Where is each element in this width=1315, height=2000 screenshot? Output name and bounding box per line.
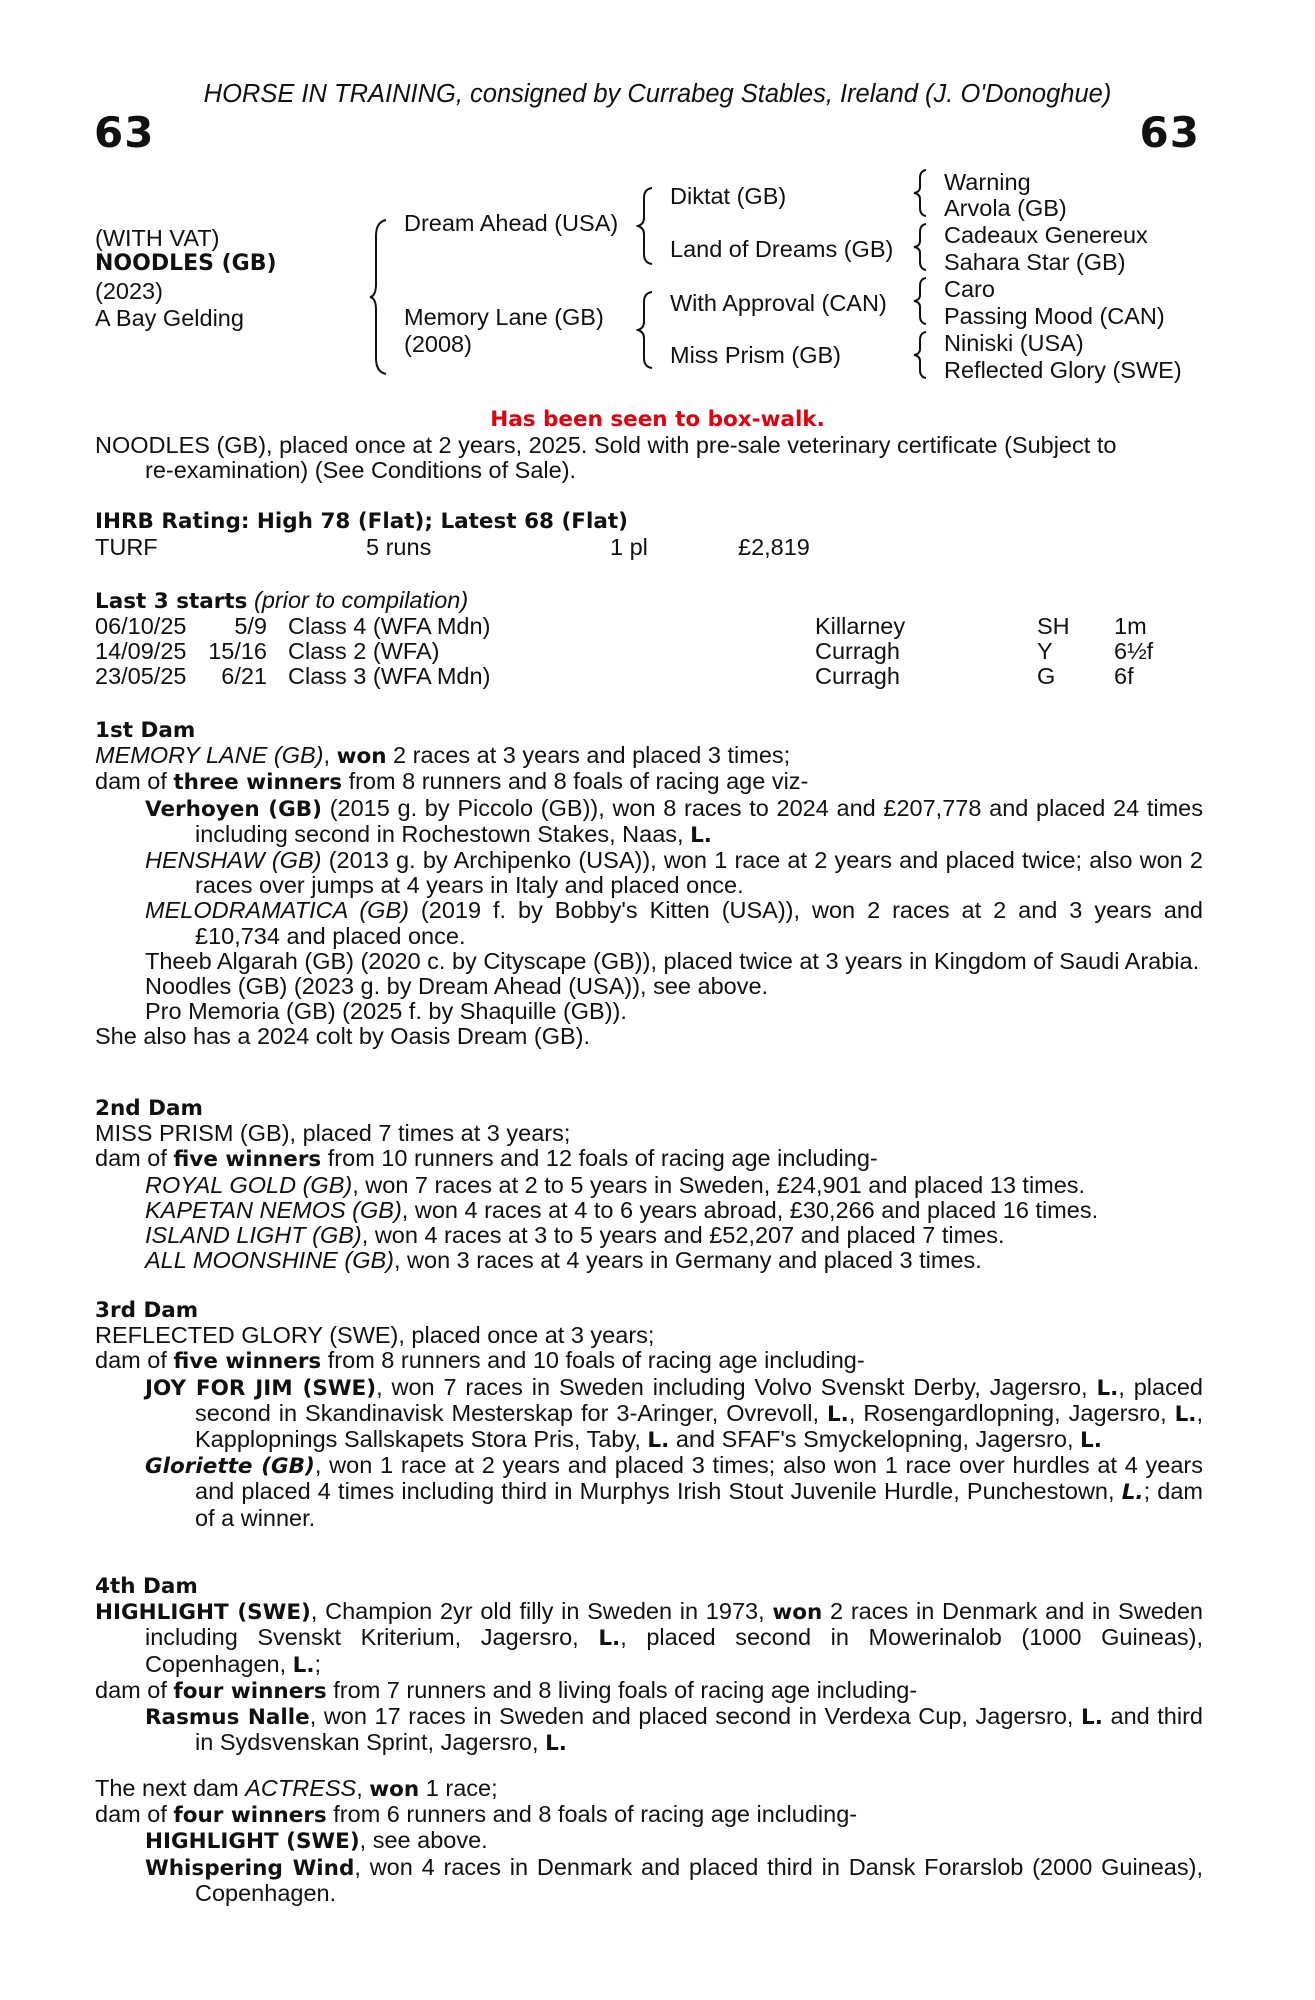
- offspring-name: HENSHAW (GB): [145, 847, 322, 874]
- start-going: SH: [1037, 613, 1070, 639]
- list-item: KAPETAN NEMOS (GB), won 4 races at 4 to 6 years abroad, £30,266 and placed 16 times.: [145, 1196, 1099, 1223]
- offspring-name: Rasmus Nalle: [145, 1705, 310, 1731]
- summary-line-2: re-examination) (See Conditions of Sale).: [145, 457, 577, 484]
- section-heading: 1st Dam: [95, 718, 196, 743]
- dam-name: MEMORY LANE (GB): [95, 742, 324, 769]
- dam-name: HIGHLIGHT (SWE): [95, 1600, 311, 1626]
- start-race: Class 3 (WFA Mdn): [288, 663, 491, 689]
- dam-produce-summary: dam of three winners from 8 runners and 8 foals of racing age viz-: [95, 768, 809, 796]
- lot-number-left: 63: [94, 108, 155, 157]
- offspring-name: Pro Memoria (GB): [145, 998, 336, 1025]
- offspring-name: ROYAL GOLD (GB): [145, 1171, 353, 1198]
- dam-produce-summary: dam of four winners from 7 runners and 8 living foals of racing age including-: [95, 1676, 918, 1704]
- start-course: Curragh: [815, 638, 900, 664]
- start-date: 23/05/25: [95, 663, 187, 689]
- pedigree-dam: Memory Lane (GB): [404, 304, 604, 330]
- pedigree-brace-g3-4: [912, 330, 930, 380]
- dam-record: MEMORY LANE (GB), won 2 races at 3 years and placed 3 times;: [95, 742, 791, 770]
- offspring-name: Whispering Wind: [145, 1855, 355, 1881]
- list-item: Whispering Wind, won 4 races in Denmark and placed third in Dansk Forarslob (2000 Guineas), Copenhagen.: [145, 1853, 1203, 1906]
- pedigree-g3-ancestor: Sahara Star (GB): [944, 249, 1126, 275]
- list-item: HENSHAW (GB) (2013 g. by Archipenko (USA)), won 1 race at 2 years and placed twice; also won 2 races over jumps at 4 years in Italy and placed once.: [145, 847, 1203, 899]
- start-date: 14/09/25: [95, 638, 187, 664]
- pedigree-dam-sire: With Approval (CAN): [670, 290, 887, 316]
- dam-name: ACTRESS: [245, 1775, 357, 1801]
- offspring-name: JOY FOR JIM (SWE): [145, 1375, 377, 1401]
- last-starts-heading: Last 3 starts (prior to compilation): [95, 587, 469, 614]
- dam-record: REFLECTED GLORY (SWE), placed once at 3 years;: [95, 1322, 655, 1349]
- summary-line-1: NOODLES (GB), placed once at 2 years, 2025. Sold with pre-sale veterinary certificate (Subject to: [95, 432, 1117, 458]
- record-placed: 1 pl: [610, 534, 648, 560]
- offspring-name: Gloriette (GB): [145, 1454, 315, 1480]
- first-dam-section: [95, 718, 1203, 1050]
- start-race: Class 4 (WFA Mdn): [288, 613, 491, 639]
- list-item: ISLAND LIGHT (GB), won 4 races at 3 to 5 years and £52,207 and placed 7 times.: [145, 1222, 1005, 1249]
- start-position: 15/16: [208, 638, 267, 664]
- pedigree-brace-sire: [636, 186, 656, 266]
- pedigree-brace-g3-1: [912, 168, 930, 218]
- pedigree-sire-sire: Diktat (GB): [670, 183, 787, 209]
- list-item: MELODRAMATICA (GB) (2019 f. by Bobby's Kitten (USA)), won 2 races at 2 and 3 years and £10,734 and placed once.: [145, 897, 1203, 949]
- offspring-name: HIGHLIGHT (SWE): [145, 1829, 360, 1855]
- offspring-name: ALL MOONSHINE (GB): [145, 1247, 394, 1274]
- pedigree-g3-ancestor: Reflected Glory (SWE): [944, 357, 1182, 383]
- horse-year: (2023): [95, 278, 163, 304]
- list-item: Gloriette (GB), won 1 race at 2 years and placed 3 times; also won 1 race over hurdles at 4 years and placed 4 times including third in Murphys Irish Stout Juvenile Hurdle, Punchestown, L.; dam of a winner.: [145, 1452, 1203, 1531]
- vat-label: (WITH VAT): [95, 225, 220, 251]
- dam-record: MISS PRISM (GB), placed 7 times at 3 years;: [95, 1120, 571, 1147]
- list-item: Pro Memoria (GB) (2025 f. by Shaquille (GB)).: [145, 998, 627, 1025]
- offspring-name: Noodles (GB): [145, 973, 288, 1000]
- offspring-name: Verhoyen (GB): [145, 796, 322, 822]
- pedigree-g3-ancestor: Caro: [944, 276, 995, 302]
- horse-name: NOODLES (GB): [95, 251, 277, 276]
- pedigree-g3-ancestor: Passing Mood (CAN): [944, 303, 1165, 329]
- race-summary: [95, 433, 1203, 483]
- pedigree-g3-ancestor: Cadeaux Genereux: [944, 222, 1148, 248]
- list-item: ALL MOONSHINE (GB), won 3 races at 4 years in Germany and placed 3 times.: [145, 1247, 982, 1274]
- pedigree-brace-dam: [636, 290, 656, 370]
- pedigree-brace-g3-3: [912, 276, 930, 326]
- dam-produce-summary: dam of four winners from 6 runners and 8 foals of racing age including-: [95, 1801, 858, 1829]
- pedigree-g3-ancestor: Arvola (GB): [944, 195, 1067, 221]
- dam-record: The next dam ACTRESS, won 1 race;: [95, 1775, 498, 1802]
- record-earnings: £2,819: [738, 534, 810, 560]
- horse-description: A Bay Gelding: [95, 305, 244, 331]
- start-date: 06/10/25: [95, 613, 187, 639]
- dam-record: HIGHLIGHT (SWE), Champion 2yr old filly in Sweden in 1973, won 2 races in Denmark and in Sweden including Svenskt Kriterium, Jagersro, L., placed second in Mowerinalob (1000 Guineas), Copenhagen, L.;: [95, 1598, 1204, 1678]
- section-heading: 2nd Dam: [95, 1096, 203, 1121]
- start-position: 6/21: [221, 663, 267, 689]
- start-race: Class 2 (WFA): [288, 638, 440, 664]
- section-heading: 3rd Dam: [95, 1298, 199, 1323]
- pedigree-g3-ancestor: Niniski (USA): [944, 330, 1084, 356]
- start-course: Killarney: [815, 613, 906, 639]
- box-walk-warning: Has been seen to box-walk.: [490, 407, 825, 432]
- start-distance: 6f: [1114, 663, 1134, 689]
- section-heading: 4th Dam: [95, 1574, 198, 1599]
- offspring-name: MELODRAMATICA (GB): [145, 897, 409, 924]
- start-going: Y: [1037, 638, 1053, 664]
- start-course: Curragh: [815, 663, 900, 689]
- offspring-name: Theeb Algarah (GB): [145, 947, 354, 974]
- fourth-dam-section: [95, 1574, 1203, 1756]
- dam-produce-summary: dam of five winners from 8 runners and 10 foals of racing age including-: [95, 1347, 865, 1375]
- list-item: Rasmus Nalle, won 17 races in Sweden and placed second in Verdexa Cup, Jagersro, L. and third in Sydsvenskan Sprint, Jagersro, L.: [145, 1703, 1203, 1757]
- next-dam-section: [95, 1776, 1203, 1906]
- list-item: HIGHLIGHT (SWE), see above.: [145, 1827, 488, 1855]
- list-item: Verhoyen (GB) (2015 g. by Piccolo (GB)), won 8 races to 2024 and £207,778 and placed 24 times including second in Rochestown Stakes, Naas, L.: [145, 794, 1203, 848]
- pedigree-dam-dam: Miss Prism (GB): [670, 342, 842, 368]
- third-dam-section: [95, 1298, 1203, 1531]
- start-distance: 6½f: [1114, 638, 1154, 664]
- pedigree-dam-year: (2008): [404, 331, 472, 357]
- record-surface: TURF: [95, 534, 158, 560]
- list-item: Theeb Algarah (GB) (2020 c. by Cityscape (GB)), placed twice at 3 years in Kingdom of Saudi Arabia.: [145, 947, 1200, 974]
- pedigree-sire: Dream Ahead (USA): [404, 210, 619, 236]
- dam-footnote: She also has a 2024 colt by Oasis Dream (GB).: [95, 1023, 591, 1050]
- offspring-name: KAPETAN NEMOS (GB): [145, 1196, 402, 1223]
- pedigree-brace-g3-2: [912, 222, 930, 272]
- list-item: Noodles (GB) (2023 g. by Dream Ahead (USA)), see above.: [145, 973, 769, 1000]
- offspring-name: ISLAND LIGHT (GB): [145, 1222, 362, 1249]
- start-distance: 1m: [1114, 613, 1147, 639]
- pedigree-brace-main: [368, 218, 390, 376]
- start-position: 5/9: [234, 613, 267, 639]
- list-item: JOY FOR JIM (SWE), won 7 races in Sweden including Volvo Svenskt Derby, Jagersro, L., placed second in Skandinavisk Mesterskap for 3-Aringer, Ovrevoll, L., Rosengardlopning, Jagersro, L., Kapplopnings Sallskapets Stora Pris, Taby, L. and SFAF's Smyckelopning, Jagersro, L.: [145, 1373, 1204, 1454]
- lot-number-right: 63: [1139, 108, 1200, 157]
- record-runs: 5 runs: [366, 534, 432, 560]
- pedigree-g3-ancestor: Warning: [944, 169, 1031, 195]
- ihrb-rating: IHRB Rating: High 78 (Flat); Latest 68 (Flat): [95, 509, 628, 534]
- list-item: ROYAL GOLD (GB), won 7 races at 2 to 5 years in Sweden, £24,901 and placed 13 times.: [145, 1171, 1086, 1198]
- start-going: G: [1037, 663, 1056, 689]
- consignor-header: HORSE IN TRAINING, consigned by Currabeg Stables, Ireland (J. O'Donoghue): [203, 80, 1112, 108]
- second-dam-section: [95, 1096, 1203, 1273]
- pedigree-sire-dam: Land of Dreams (GB): [670, 236, 894, 262]
- dam-produce-summary: dam of five winners from 10 runners and 12 foals of racing age including-: [95, 1145, 878, 1173]
